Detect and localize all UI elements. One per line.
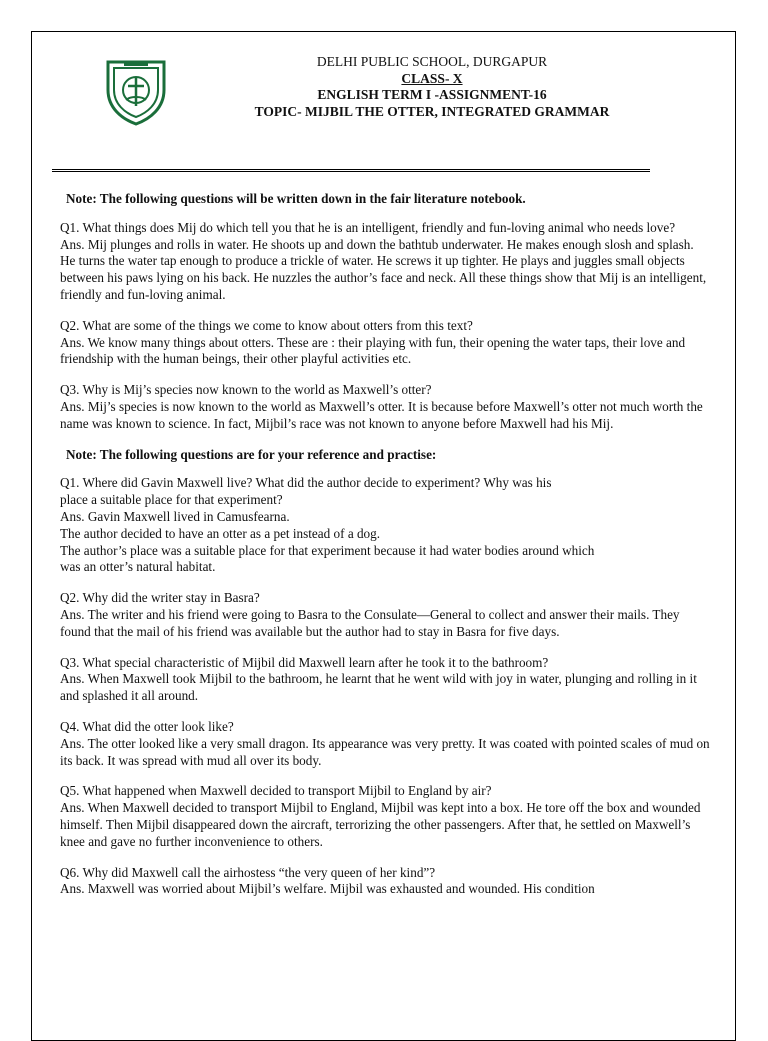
answer-text: Ans. We know many things about otters. These are : their playing with fun, their opening the water taps, their love and friendship with the human beings, their other playful activities etc. [60,334,686,367]
question-text: Q1. What things does Mij do which tell you that he is an intelligent, friendly and fun-loving animal who needs love? [60,219,676,235]
note-fair-notebook: Note: The following questions will be written down in the fair literature notebook. [66,191,526,206]
question-text: Q2. Why did the writer stay in Basra? [60,590,260,606]
document-body [60,191,712,912]
answer-text: Ans. Gavin Maxwell lived in Camusfearna. [60,508,290,524]
answer-text: Ans. The writer and his friend were going to Basra to the Consulate—General to collect and answer their mails. They found that the mail of his friend was available but the author had to stay in Basra for five days. [60,606,680,639]
qa-item [60,590,712,640]
answer-text: The author decided to have an otter as a pet instead of a dog. [60,525,381,541]
assignment-title: ENGLISH TERM I -ASSIGNMENT-16 [317,87,547,102]
question-text: Q4. What did the otter look like? [60,718,234,734]
school-name: DELHI PUBLIC SCHOOL, DURGAPUR [316,54,548,69]
header-divider [52,169,650,172]
note-reference-practise: Note: The following questions are for your reference and practise: [66,446,437,462]
answer-text: Ans. Mij’s species is now known to the world as Maxwell’s otter. It is because before Maxwell’s otter not much worth the name was known to science. In fact, Mijbil’s race was not known to anyone before Maxwell had his Mij. [60,398,703,431]
answer-text: was an otter’s natural habitat. [60,559,216,575]
question-text: Q5. What happened when Maxwell decided to transport Mijbil to England by air? [60,783,492,799]
document-page [31,31,736,1041]
question-text: Q1. Where did Gavin Maxwell live? What did the author decide to experiment? Why was his [60,475,552,491]
document-header [192,54,672,120]
question-text: Q6. Why did Maxwell call the airhostess “the very queen of her kind”? [60,864,436,880]
qa-item [60,382,712,432]
answer-text: Ans. Maxwell was worried about Mijbil’s welfare. Mijbil was exhausted and wounded. His condition [60,881,595,897]
school-crest-logo [104,56,168,126]
question-text: place a suitable place for that experiment? [60,492,283,508]
qa-item [60,475,712,576]
qa-item [60,719,712,769]
answer-text: Ans. When Maxwell decided to transport Mijbil to England, Mijbil was kept into a box. He tore off the box and wounded himself. Then Mijbil disappeared down the aircraft, terrorizing the other passengers. After that, he settled on Maxwell’s knee and gave no further inconvenience to others. [60,800,701,849]
qa-item [60,655,712,705]
answer-text: Ans. The otter looked like a very small dragon. Its appearance was very pretty. It was coated with pointed scales of mud on its back. It was spread with mud all over its body. [60,735,710,768]
class-label: CLASS- X [401,70,463,86]
qa-item [60,865,712,899]
question-text: Q2. What are some of the things we come to know about otters from this text? [60,317,473,333]
answer-text: Ans. Mij plunges and rolls in water. He shoots up and down the bathtub underwater. He makes enough slosh and splash. He turns the water tap enough to produce a trickle of water. He screws it up tighter. He plays and juggles small objects between his paws lying on his back. He nuzzles the author’s face and neck. All these things show that Mij is an intelligent, friendly and fun-loving animal. [60,236,707,302]
answer-text: Ans. When Maxwell took Mijbil to the bathroom, he learnt that he went wild with joy in water, plunging and rolling in it and splashed it all around. [60,671,697,704]
qa-item [60,318,712,368]
qa-item [60,783,712,850]
question-text: Q3. Why is Mij’s species now known to the world as Maxwell’s otter? [60,382,432,398]
qa-item [60,220,712,304]
answer-text: The author’s place was a suitable place for that experiment because it had water bodies around which [60,542,595,558]
question-text: Q3. What special characteristic of Mijbil did Maxwell learn after he took it to the bathroom? [60,654,549,670]
topic-title: TOPIC- MIJBIL THE OTTER, INTEGRATED GRAMMAR [254,103,610,119]
